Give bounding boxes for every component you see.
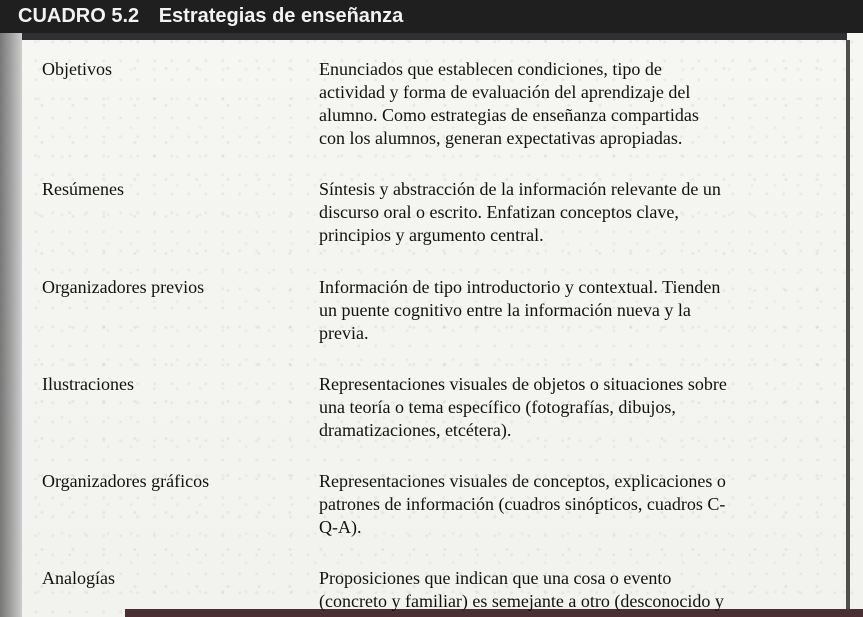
strategy-term: Analogías bbox=[42, 568, 115, 588]
strategy-description bbox=[319, 58, 829, 150]
strategy-description bbox=[319, 276, 829, 345]
description-line: Síntesis y abstracción de la información relevante de un bbox=[319, 179, 721, 199]
description-line: un puente cognitivo entre la información nueva y la bbox=[319, 300, 691, 320]
description-line: Representaciones visuales de conceptos, explicaciones o bbox=[319, 471, 726, 491]
strategy-term: Ilustraciones bbox=[42, 374, 134, 394]
description-line: actividad y forma de evaluación del aprendizaje del bbox=[319, 82, 691, 102]
strategy-term: Resúmenes bbox=[42, 179, 124, 199]
table-title: Estrategias de enseñanza bbox=[158, 5, 404, 27]
description-line: Proposiciones que indican que una cosa o evento bbox=[319, 568, 672, 588]
description-line: una teoría o tema específico (fotografías, dibujos, bbox=[319, 397, 676, 417]
description-line: Información de tipo introductorio y contextual. Tienden bbox=[319, 277, 721, 297]
description-line: Enunciados que establecen condiciones, tipo de bbox=[319, 59, 662, 79]
table-number: CUADRO 5.2 bbox=[18, 5, 140, 27]
strategy-description bbox=[319, 470, 829, 539]
strategy-term: Organizadores gráficos bbox=[42, 471, 210, 491]
strategy-description bbox=[319, 373, 829, 442]
strategy-term: Organizadores previos bbox=[42, 277, 205, 297]
description-line: alumno. Como estrategias de enseñanza compartidas bbox=[319, 105, 699, 125]
description-line: previa. bbox=[319, 323, 369, 343]
strategy-description bbox=[319, 567, 829, 613]
description-line: Q-A). bbox=[319, 517, 362, 537]
strategy-description bbox=[319, 178, 829, 247]
description-line: patrones de información (cuadros sinópticos, cuadros C- bbox=[319, 494, 726, 514]
description-line: (concreto y familiar) es semejante a otro (desconocido y bbox=[319, 591, 724, 611]
strategy-term: Objetivos bbox=[42, 59, 112, 79]
description-line: Representaciones visuales de objetos o situaciones sobre bbox=[319, 374, 727, 394]
description-line: discurso oral o escrito. Enfatizan conceptos clave, bbox=[319, 202, 679, 222]
description-line: con los alumnos, generan expectativas apropiadas. bbox=[319, 128, 683, 148]
description-line: dramatizaciones, etcétera). bbox=[319, 420, 512, 440]
description-line: principios y argumento central. bbox=[319, 225, 544, 245]
